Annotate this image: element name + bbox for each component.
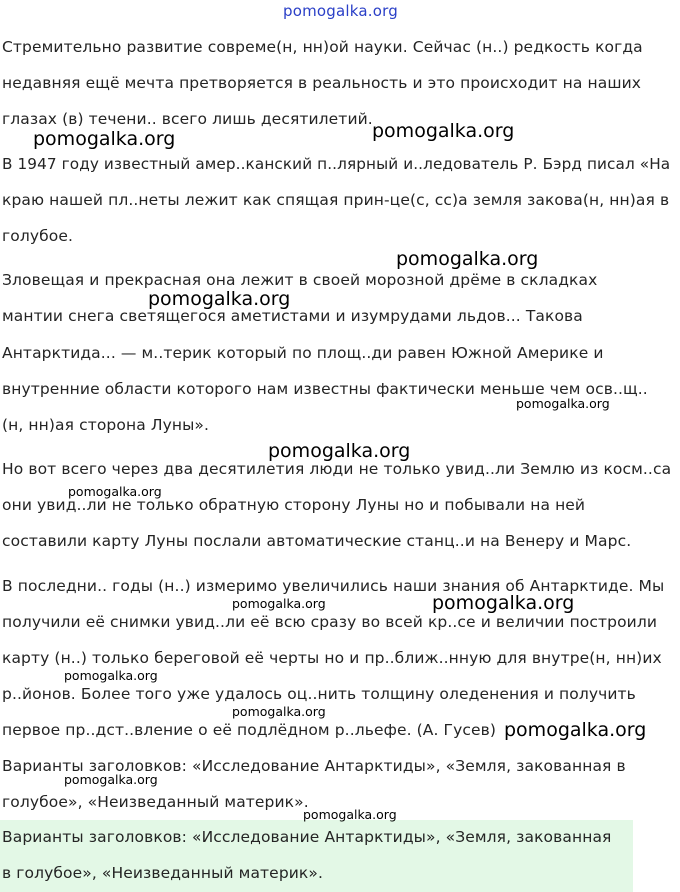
text-line: первое пр..дст..вление о её подлёдном р..льефе. (А. Гусев) <box>2 721 497 739</box>
watermark: pomogalka.org <box>148 288 291 310</box>
watermark-top: pomogalka.org <box>283 2 398 20</box>
text-line: Зловещая и прекрасная она лежит в своей морозной дрёме в складках <box>2 271 598 289</box>
text-line: краю нашей пл..неты лежит как спящая прин-це(с, сс)а земля закова(н, нн)ая в <box>2 191 670 209</box>
text-line: В 1947 году известный амер..канский п..лярный и..ледователь Р. Бэрд писал «На <box>2 155 671 173</box>
watermark: pomogalka.org <box>33 128 176 150</box>
text-line: Но вот всего через два десятилетия люди не только увид..ли Землю из косм..са <box>2 460 672 478</box>
watermark: pomogalka.org <box>64 668 158 683</box>
text-line: глазах (в) течени.. всего лишь десятилетий. <box>2 110 373 128</box>
text-line: они увид..ли не только обратную сторону Луны но и побывали на ней <box>2 496 586 514</box>
watermark: pomogalka.org <box>516 396 610 411</box>
text-line: мантии снега светящегося аметистами и изумрудами льдов... Такова <box>2 307 583 325</box>
text-line: р..йонов. Более того уже удалось оц..нить толщину оледенения и получить <box>2 685 636 703</box>
text-line: Стремительно развитие совреме(н, нн)ой науки. Сейчас (н..) редкость когда <box>2 38 643 56</box>
text-line: недавняя ещё мечта претворяется в реальность и это происходит на наших <box>2 74 642 92</box>
text-line: голубое. <box>2 227 74 245</box>
watermark: pomogalka.org <box>68 484 162 499</box>
watermark: pomogalka.org <box>268 440 411 462</box>
watermark: pomogalka.org <box>432 592 575 614</box>
text-line: Варианты заголовков: «Исследование Антарктиды», «Земля, закованная в <box>2 757 626 775</box>
answer-line: Варианты заголовков: «Исследование Антарктиды», «Земля, закованная <box>2 828 612 846</box>
watermark: pomogalka.org <box>232 596 326 611</box>
text-line: составили карту Луны послали автоматические станц..и на Венеру и Марс. <box>2 532 632 550</box>
watermark: pomogalka.org <box>396 248 539 270</box>
text-line: карту (н..) только береговой её черты но и пр..ближ..нную для внутре(н, нн)их <box>2 649 662 667</box>
watermark: pomogalka.org <box>232 704 326 719</box>
text-line: голубое», «Неизведанный материк». <box>2 793 309 811</box>
watermark: pomogalka.org <box>64 772 158 787</box>
watermark: pomogalka.org <box>372 120 515 142</box>
text-line: В последни.. годы (н..) измеримо увеличились наши знания об Антарктиде. Мы <box>2 577 665 595</box>
watermark: pomogalka.org <box>504 719 647 741</box>
text-line: внутренние области которого нам известны фактически меньше чем осв..щ.. <box>2 380 648 398</box>
watermark: pomogalka.org <box>303 807 397 822</box>
text-line: Антарктида... — м..терик который по площ..ди равен Южной Америке и <box>2 344 604 362</box>
text-line: (н, нн)ая сторона Луны». <box>2 416 210 434</box>
answer-line: в голубое», «Неизведанный материк». <box>2 864 324 882</box>
text-line: получили её снимки увид..ли её всю сразу во всей кр..се и величии построили <box>2 613 658 631</box>
